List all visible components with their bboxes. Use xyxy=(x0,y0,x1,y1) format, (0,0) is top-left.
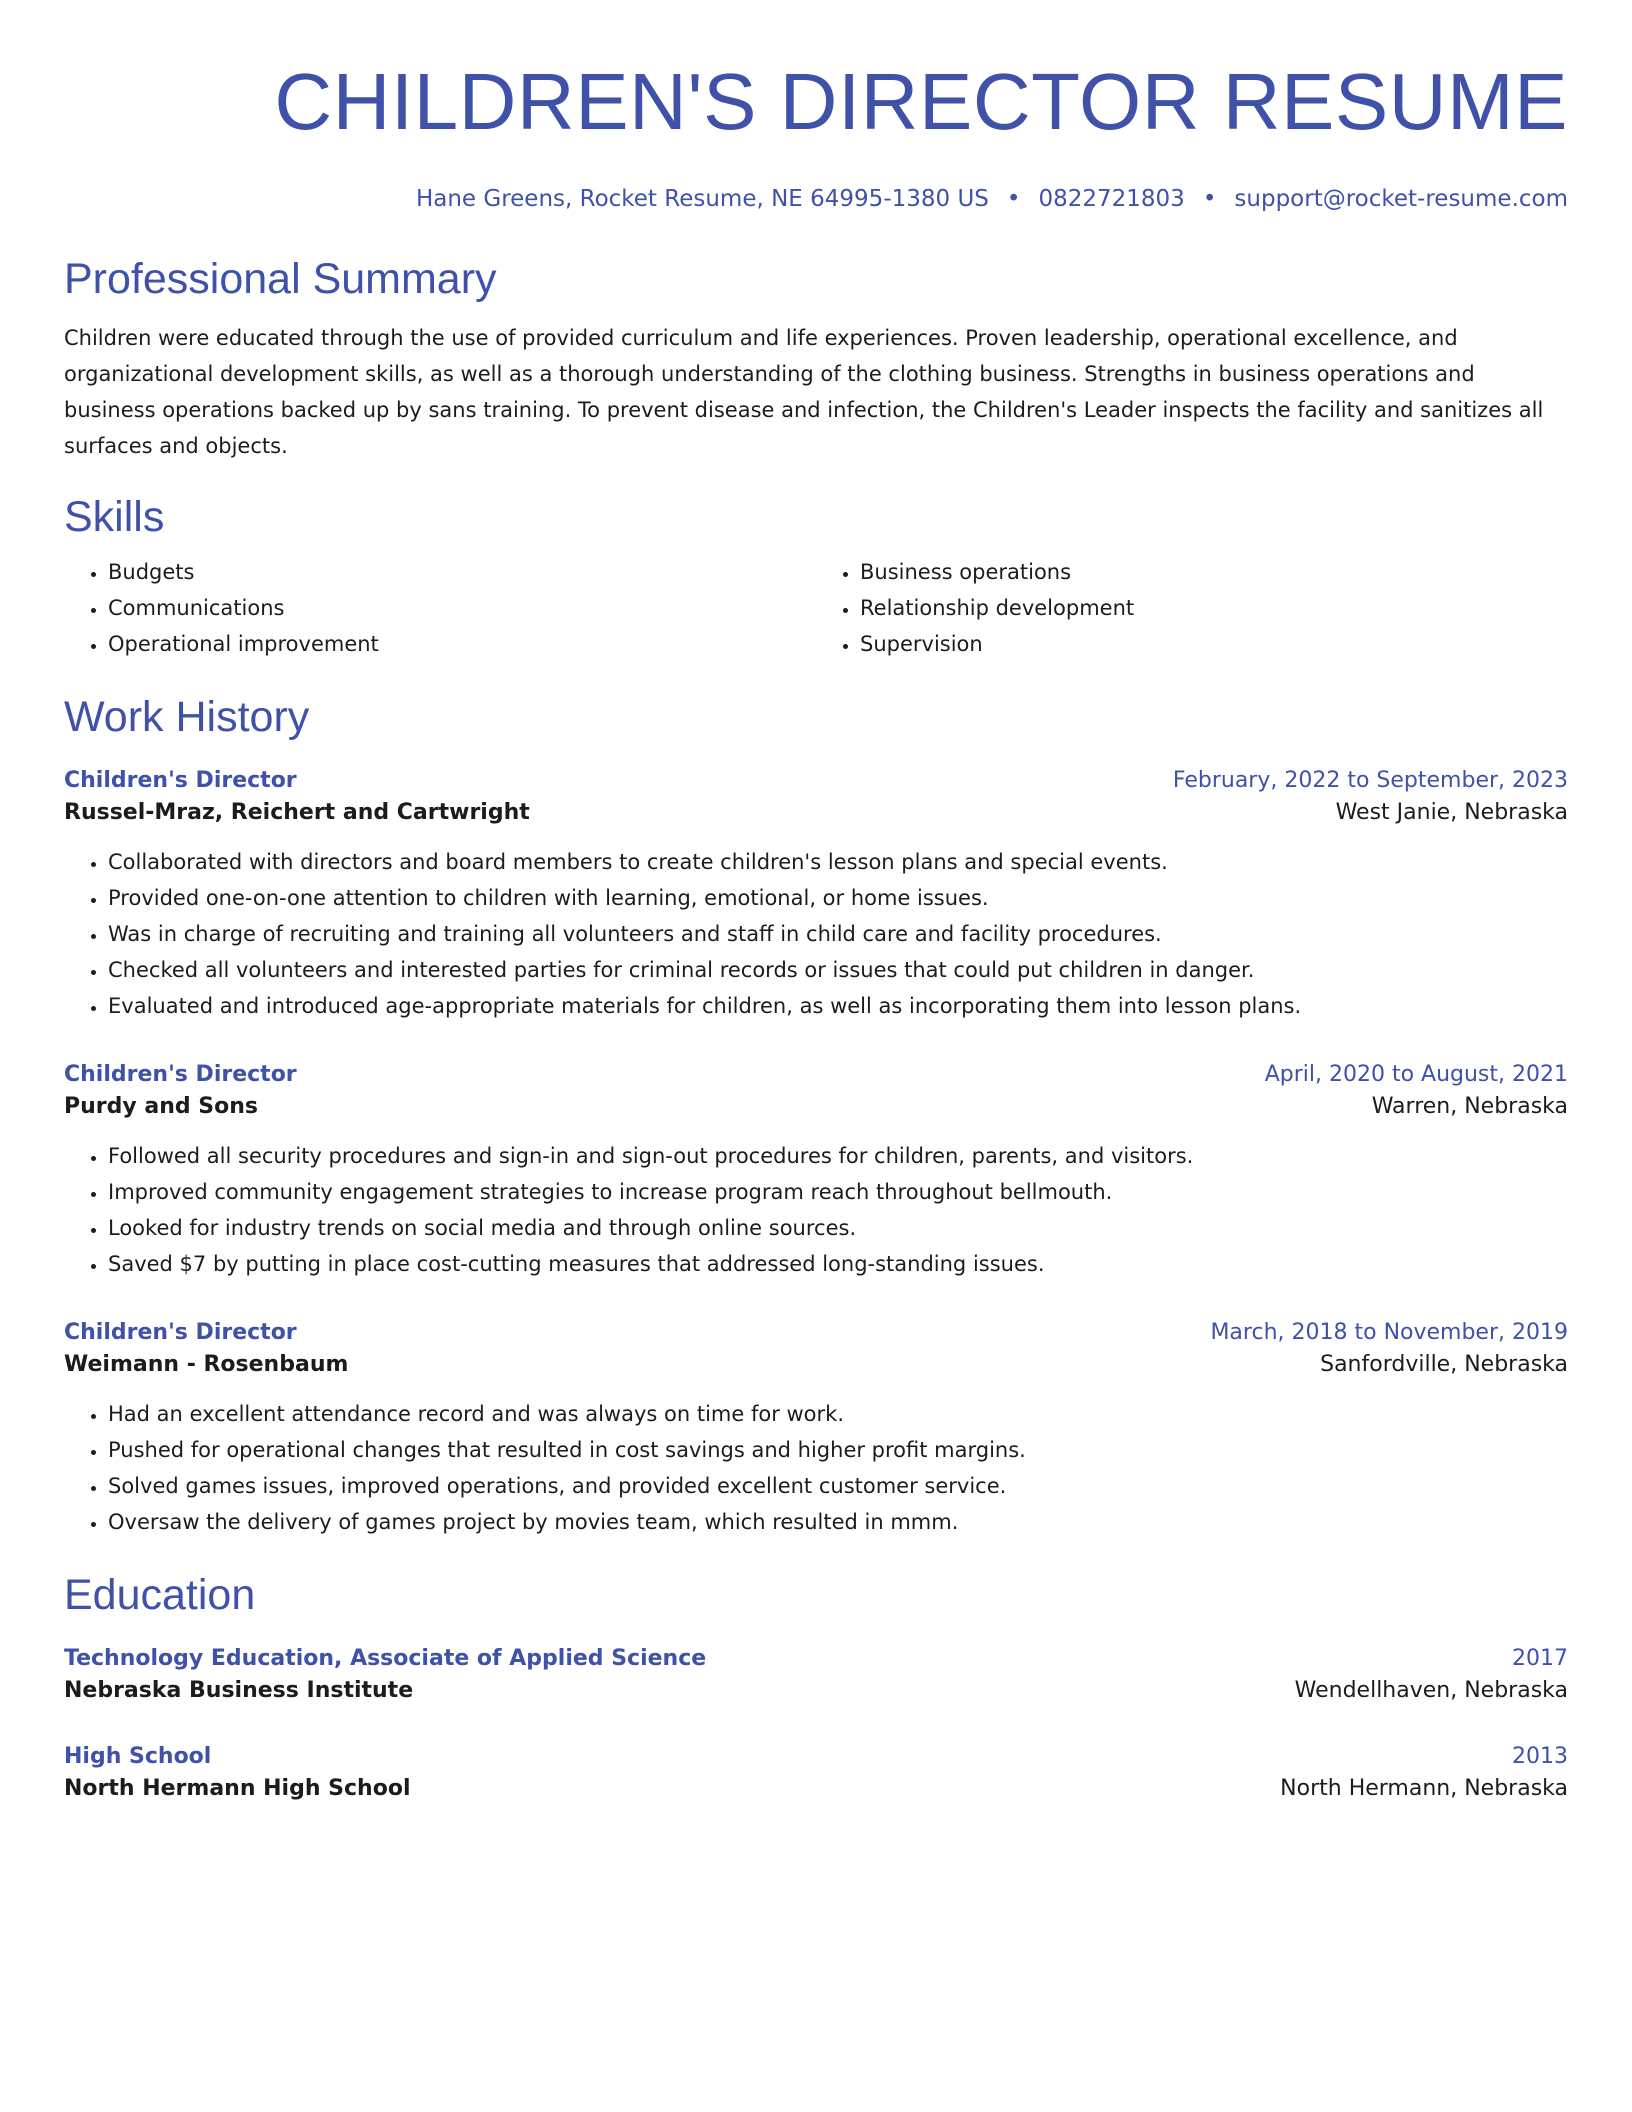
job-title: Children's Director xyxy=(64,1320,297,1345)
duty-item: • Solved games issues, improved operations, and provided excellent customer service. xyxy=(108,1468,1568,1504)
job-entry xyxy=(64,1060,1568,1282)
job-duties xyxy=(64,844,1568,1024)
skill-item: • Communications xyxy=(108,590,816,626)
job-header-row xyxy=(64,1318,1568,1348)
education-degree: Technology Education, Associate of Applied Science xyxy=(64,1646,707,1671)
duty-item: • Collaborated with directors and board members to create children's lesson plans and special events. xyxy=(108,844,1568,880)
job-dates: February, 2022 to September, 2023 xyxy=(1172,768,1568,793)
job-location: Sanfordville, Nebraska xyxy=(1320,1352,1568,1377)
job-entry xyxy=(64,1318,1568,1540)
education-year: 2017 xyxy=(1512,1646,1568,1671)
contact-address: Hane Greens, Rocket Resume, NE 64995-1380 US xyxy=(415,186,989,212)
job-duties xyxy=(64,1138,1568,1282)
skill-item: • Operational improvement xyxy=(108,626,816,662)
resume-header xyxy=(64,52,1568,214)
education-school: Nebraska Business Institute xyxy=(64,1678,414,1703)
job-company-row xyxy=(64,1090,1568,1124)
education-year: 2013 xyxy=(1512,1744,1568,1769)
job-company: Purdy and Sons xyxy=(64,1094,259,1119)
contact-separator: • xyxy=(1202,186,1217,212)
education-degree: High School xyxy=(64,1744,212,1769)
skill-item: • Business operations xyxy=(860,554,1568,590)
contact-line xyxy=(64,184,1568,214)
education-header-row xyxy=(64,1742,1568,1772)
skill-item: • Relationship development xyxy=(860,590,1568,626)
duty-item: • Saved $7 by putting in place cost-cutting measures that addressed long-standing issues. xyxy=(108,1246,1568,1282)
duty-item: • Had an excellent attendance record and was always on time for work. xyxy=(108,1396,1568,1432)
skill-item: • Budgets xyxy=(108,554,816,590)
job-duties xyxy=(64,1396,1568,1540)
job-dates: April, 2020 to August, 2021 xyxy=(1264,1062,1568,1087)
job-location: West Janie, Nebraska xyxy=(1335,800,1568,825)
job-company-row xyxy=(64,796,1568,830)
job-company-row xyxy=(64,1348,1568,1382)
job-entry xyxy=(64,766,1568,1024)
skills-column-right xyxy=(816,554,1568,662)
summary-heading: Professional Summary xyxy=(64,255,497,303)
job-company: Weimann - Rosenbaum xyxy=(64,1352,349,1377)
education-school-row xyxy=(64,1772,1568,1806)
resume-title: CHILDREN'S DIRECTOR RESUME xyxy=(274,57,1568,146)
duty-item: • Oversaw the delivery of games project by movies team, which resulted in mmm. xyxy=(108,1504,1568,1540)
education-heading: Education xyxy=(64,1571,256,1619)
skill-item: • Supervision xyxy=(860,626,1568,662)
job-header-row xyxy=(64,1060,1568,1090)
education-header-row xyxy=(64,1644,1568,1674)
education-school: North Hermann High School xyxy=(64,1776,411,1801)
skills-heading: Skills xyxy=(64,493,165,541)
skills-list xyxy=(64,554,1568,662)
job-location: Warren, Nebraska xyxy=(1371,1094,1568,1119)
duty-item: • Pushed for operational changes that resulted in cost savings and higher profit margins. xyxy=(108,1432,1568,1468)
duty-item: • Improved community engagement strategies to increase program reach throughout bellmouth. xyxy=(108,1174,1568,1210)
education-entry xyxy=(64,1742,1568,1806)
summary-text: Children were educated through the use of provided curriculum and life experiences. Proven leadership, operational excellence, and organizational development skills, as well as a thorough understanding of the clothing business. Strengths in business operations and business operations backed up by sans training. To prevent disease and infection, the Children's Leader inspects the facility and sanitizes all surfaces and objects. xyxy=(64,326,1544,458)
contact-separator: • xyxy=(1006,186,1021,212)
duty-item: • Looked for industry trends on social media and through online sources. xyxy=(108,1210,1568,1246)
duty-item: • Evaluated and introduced age-appropriate materials for children, as well as incorporating them into lesson plans. xyxy=(108,988,1568,1024)
job-dates: March, 2018 to November, 2019 xyxy=(1210,1320,1568,1345)
education-entry xyxy=(64,1644,1568,1708)
job-title: Children's Director xyxy=(64,768,297,793)
duty-item: • Provided one-on-one attention to children with learning, emotional, or home issues. xyxy=(108,880,1568,916)
contact-email: support@rocket-resume.com xyxy=(1234,186,1568,212)
job-title: Children's Director xyxy=(64,1062,297,1087)
work-history-heading: Work History xyxy=(64,693,310,741)
education-school-row xyxy=(64,1674,1568,1708)
duty-item: • Checked all volunteers and interested parties for criminal records or issues that could put children in danger. xyxy=(108,952,1568,988)
skills-column-left xyxy=(64,554,816,662)
job-header-row xyxy=(64,766,1568,796)
education-location: Wendellhaven, Nebraska xyxy=(1294,1678,1568,1703)
contact-phone: 0822721803 xyxy=(1038,186,1185,212)
duty-item: • Followed all security procedures and sign-in and sign-out procedures for children, parents, and visitors. xyxy=(108,1138,1568,1174)
job-company: Russel-Mraz, Reichert and Cartwright xyxy=(64,800,530,825)
education-location: North Hermann, Nebraska xyxy=(1280,1776,1568,1801)
duty-item: • Was in charge of recruiting and training all volunteers and staff in child care and facility procedures. xyxy=(108,916,1568,952)
